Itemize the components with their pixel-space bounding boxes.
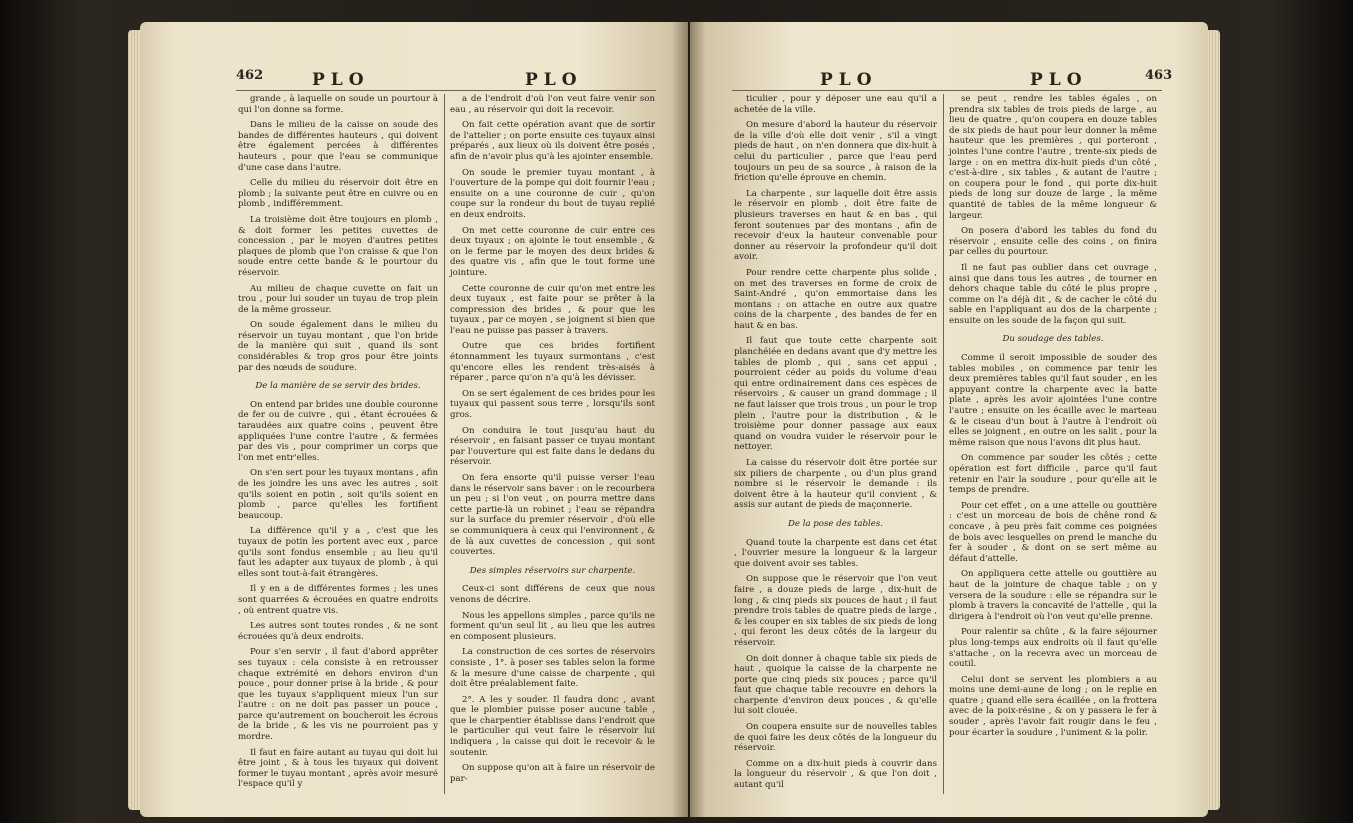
- paragraph: Pour cet effet , on a une attelle ou gouttière : c'est un morceau de bois de chêne rond & concave , à peu près fait comme ces poignées de bois avec lesquelles on prend le manche du fer à souder , & dont on se sert même au défaut d'attelle.: [949, 500, 1157, 564]
- paragraph: On se sert également de ces brides pour les tuyaux qui passent sous terre , lorsqu'ils sont gros.: [450, 388, 655, 421]
- paragraph: On soude également dans le milieu du réservoir un tuyau montant , que l'on bride de la manière qui suit , quand ils sont considérables & trop gros pour être joints par des nœuds de soudure.: [238, 320, 438, 373]
- right-page-number: 463: [1145, 68, 1173, 83]
- right-running-head-2: PLO: [1030, 70, 1088, 90]
- paragraph: grande , à laquelle on soude un pourtour à qui l'on donne sa forme.: [238, 94, 438, 115]
- section-heading: Des simples réservoirs sur charpente.: [469, 565, 636, 576]
- paragraph: Au milieu de chaque cuvette on fait un trou , pour lui souder un tuyau de trop plein de la même grosseur.: [238, 283, 438, 315]
- paragraph: 2°. A les y souder. Il faudra donc , avant que le plombier puisse poser aucune table , que le charpentier établisse dans l'endroit que le particulier qui veut faire le réservoir lui indiquera , la caisse qui doit le recevoir & le soutenir.: [450, 694, 655, 758]
- paragraph: On entend par brides une double couronne de fer ou de cuivre , qui , étant écrouées & taraudées aux quatre coins , peuvent être appliquées l'une contre l'autre , & fermées par des vis , pour comprimer un corps que l'on met entr'elles.: [238, 399, 438, 463]
- paragraph: Il faut en faire autant au tuyau qui doit lui être joint , & à tous les tuyaux qui doivent former le tuyau montant , après avoir mesuré l'espace qu'il y: [238, 747, 438, 790]
- paragraph: La troisième doit être toujours en plomb , & doit former les petites cuvettes de concession , par le moyen d'autres petites plaques de plomb que l'on craisse & que l'on soude entre cette bande & le pourtour du réservoir.: [238, 214, 438, 278]
- right-column-rule: [943, 94, 944, 794]
- paragraph: se peut , rendre les tables égales , on prendra six tables de trois pieds de large , au lieu de quatre , qu'on coupera en douze tables de six pieds de haut pour leur donner la même hauteur que les premières , qui porteront , jointes l'une contre l'autre , trente-six pieds de large : on en mettra dix-huit pieds d'un côté , c'est-à-dire , six tables , & autant de l'autre ; on coupera pour le fond , qui porte dix-huit pieds de long sur douze de large , la même quantité de tables de la même longueur & largeur.: [949, 94, 1157, 221]
- paragraph: Celui dont se servent les plombiers a au moins une demi-aune de long ; on le replie en quatre ; quand elle sera écaillée , on la frottera avec de la poix-résine , & on y passera le fer à souder , après l'avoir fait rougir dans le feu , pour écarter la soudure , l'uniment & la polir.: [949, 674, 1157, 738]
- paragraph: Outre que ces brides fortifient étonnamment les tuyaux surmontans , c'est qu'encore elles les rendent très-aisés à réparer , parce qu'on n'a qu'à les dévisser.: [450, 341, 655, 384]
- paragraph: On conduira le tout jusqu'au haut du réservoir , en faisant passer ce tuyau montant par l'ouverture qui est faite dans le dedans du réservoir.: [450, 425, 655, 468]
- paragraph: a de l'endroit d'où l'on veut faire venir son eau , au réservoir qui doit la recevoir.: [450, 94, 655, 115]
- paragraph: La caisse du réservoir doit être portée sur six piliers de charpente , ou d'un plus grand nombre si le réservoir le demande : ils doivent être à la hauteur qu'il convient , & assis sur autant de pieds de maçonnerie.: [734, 458, 937, 511]
- paragraph: Nous les appellons simples , parce qu'ils ne forment qu'un seul lit , au lieu que les autres en composent plusieurs.: [450, 610, 655, 642]
- paragraph: On suppose que le réservoir que l'on veut faire , a douze pieds de large , dix-huit de long , & cinq pieds six pouces de haut ; il faut prendre trois tables de quatre pieds de large , & les couper en six tables de six pieds de long , qui feront les deux côtés de la largeur du réservoir.: [734, 574, 937, 648]
- paragraph: Les autres sont toutes rondes , & ne sont écrouées qu'à deux endroits.: [238, 621, 438, 642]
- paragraph: Dans le milieu de la caisse on soude des bandes de différentes hauteurs , qui doivent être également percées à différentes hauteurs , pour que l'eau se communique d'une case dans l'autre.: [238, 120, 438, 173]
- left-column-1: [238, 94, 438, 795]
- paragraph: On commence par souder les côtés ; cette opération est fort difficile , parce qu'il faut retenir en l'air la soudure , pour qu'elle ait le temps de prendre.: [949, 453, 1157, 496]
- paragraph: Quand toute la charpente est dans cet état , l'ouvrier mesure la longueur & la largeur que doivent avoir ses tables.: [734, 537, 937, 569]
- paragraph: Pour s'en servir , il faut d'abord apprêter ses tuyaux : cela consiste à en retrousser chaque extrémité en dehors environ d'un pouce , pour donner prise à la bride , & pour que les tuyaux s'appliquent mieux l'un sur l'autre : on ne doit pas passer un pouce , parce qu'autrement on boucheroit les écrous de la bride , & les vis ne pourroient pas y mordre.: [238, 647, 438, 743]
- paragraph: Il ne faut pas oublier dans cet ouvrage , ainsi que dans tous les autres , de tourner en dehors chaque table du côté le plus propre , comme on l'a déjà dit , & de cacher le côté du sable en l'appliquant au dos de la charpente ; ensuite on les soude de la façon qui suit.: [949, 262, 1157, 326]
- paragraph: On s'en sert pour les tuyaux montans , afin de les joindre les uns avec les autres , soit qu'ils soient en potin , soit qu'ils soient en plomb , parce qu'elles les fortifient beaucoup.: [238, 468, 438, 521]
- paragraph: Il y en a de différentes formes ; les unes sont quarrées & écrouées en quatre endroits , où entrent quatre vis.: [238, 584, 438, 616]
- right-running-head-1: PLO: [820, 70, 878, 90]
- right-column-1: [734, 94, 937, 796]
- paragraph: Pour ralentir sa chûte , & la faire séjourner plus long-temps aux endroits où il faut qu'elle s'attache , on la recevra avec un morceau de coutil.: [949, 627, 1157, 670]
- paragraph: Cette couronne de cuir qu'on met entre les deux tuyaux , est faite pour se prêter à la compression des brides , & pour que les tuyaux , par ce moyen , se joignent si bien que l'eau ne puisse pas passer à travers.: [450, 283, 655, 336]
- paragraph: La charpente , sur laquelle doit être assis le réservoir en plomb , doit être faite de plusieurs traverses en haut & en bas , qui feront soutenues par des montans , afin de recevoir d'eux la hauteur convenable pour donner au réservoir la profondeur qu'il doit avoir.: [734, 188, 937, 263]
- section-heading: De la pose des tables.: [788, 518, 883, 529]
- paragraph: Il faut que toute cette charpente soit planchéiée en dedans avant que d'y mettre les tables de plomb , qui , sans cet appui , pourroient céder au poids du volume d'eau qui entre ordinairement dans ces espèces de réservoirs , & causer un grand dommage ; il ne faut laisser que trois trous , un pour le trop plein , l'autre pour la distribution , & le troisième pour donner passage aux eaux quand on voudra vuider le réservoir pour le nettoyer.: [734, 336, 937, 453]
- right-column-2: [949, 94, 1157, 743]
- left-page-number: 462: [236, 68, 264, 83]
- left-head-rule: [236, 90, 656, 91]
- paragraph: Pour rendre cette charpente plus solide , on met des traverses en forme de croix de Saint-André , qu'on emmortaise dans les montans : on attache en outre aux quatre coins de la charpente , des bandes de fer en haut & en bas.: [734, 267, 937, 331]
- paragraph: Comme il seroit impossible de souder des tables mobiles , on commence par tenir les deux premières tables qu'il faut souder , en les appuyant contre la charpente avec la batte plate , après les avoir ajointées l'une contre l'autre ; ensuite on les écaille avec le marteau & le ciseau d'un bout à l'autre à l'endroit où elles se joignent , en outre on les salit , pour la même raison que nous l'avons dit plus haut.: [949, 353, 1157, 448]
- right-head-rule: [732, 90, 1162, 91]
- paragraph: On soude le premier tuyau montant , à l'ouverture de la pompe qui doit fournir l'eau ; ensuite on a une couronne de cuir , qu'on coupe sur la rondeur du bout de tuyau replié en deux endroits.: [450, 167, 655, 220]
- paragraph: Comme on a dix-huit pieds à couvrir dans la longueur du réservoir , & que l'on doit , autant qu'il: [734, 758, 937, 791]
- left-column-rule: [444, 94, 445, 794]
- right-page: [690, 22, 1208, 817]
- paragraph: On mesure d'abord la hauteur du réservoir de la ville d'où elle doit venir , s'il a vingt pieds de haut , on n'en donnera que dix-huit à celui du particulier , parce que l'eau perd toujours un peu de sa source , à raison de la friction qu'elle éprouve en chemin.: [734, 120, 937, 184]
- paragraph: La construction de ces sortes de réservoirs consiste , 1°. à poser ses tables selon la forme & la mesure d'une caisse de charpente , qui doit être préalablement faite.: [450, 647, 655, 690]
- paragraph: On fait cette opération avant que de sortir de l'attelier ; on porte ensuite ces tuyaux ainsi préparés , aux lieux où ils doivent être posés , afin de n'avoir plus qu'à les ajointer ensemble.: [450, 120, 655, 162]
- paragraph: On appliquera cette attelle ou gouttière au haut de la jointure de chaque table ; on y versera de la soudure : elle se répandra sur le plomb à travers la concavité de l'attelle , qui la dirigera à l'endroit où l'on veut qu'elle prenne.: [949, 569, 1157, 622]
- paragraph: On suppose qu'on ait à faire un réservoir de par-: [450, 763, 655, 784]
- paragraph: On posera d'abord les tables du fond du réservoir , ensuite celle des coins , on finira par celles du pourtour.: [949, 226, 1157, 258]
- paragraph: On fera ensorte qu'il puisse verser l'eau dans le réservoir sans baver : on le recourbera un peu ; si l'on veut , on pourra mettre dans cette partie-là un robinet ; l'eau se répandra sur la surface du premier réservoir , d'où elle se communiquera à ceux qui l'environnent , & de là aux cuvettes de concession , qui sont couvertes.: [450, 473, 655, 558]
- paragraph: On doit donner à chaque table six pieds de haut , quoique la caisse de la charpente ne porte que cinq pieds six pouces ; parce qu'il faut que chaque table recouvre en dehors la charpente d'environ deux pouces , & qu'elle lui soit clouée.: [734, 653, 937, 717]
- right-page-edges: [1206, 30, 1220, 810]
- paragraph: La différence qu'il y a , c'est que les tuyaux de potin les portent avec eux , parce qu'ils sont fondus ensemble ; au lieu qu'il faut les adapter aux tuyaux de plomb , à qui elles sont tout-à-fait étrangères.: [238, 526, 438, 579]
- paragraph: ticulier , pour y déposer une eau qu'il a achetée de la ville.: [734, 94, 937, 115]
- left-page: [140, 22, 688, 817]
- section-heading: De la manière de se servir des brides.: [255, 381, 421, 392]
- paragraph: Ceux-ci sont différens de ceux que nous venons de décrire.: [450, 584, 655, 605]
- paragraph: Celle du milieu du réservoir doit être en plomb ; la suivante peut être en cuivre ou en plomb , indifféremment.: [238, 178, 438, 210]
- paragraph: On met cette couronne de cuir entre ces deux tuyaux ; on ajointe le tout ensemble , & on le ferme par le moyen des deux brides & des quatre vis , afin que le tout forme une jointure.: [450, 225, 655, 278]
- section-heading: Du soudage des tables.: [1002, 334, 1104, 345]
- left-running-head-1: PLO: [312, 70, 370, 90]
- left-running-head-2: PLO: [525, 70, 583, 90]
- paragraph: On coupera ensuite sur de nouvelles tables de quoi faire les deux côtés de la longueur du réservoir.: [734, 722, 937, 754]
- left-column-2: [450, 94, 655, 789]
